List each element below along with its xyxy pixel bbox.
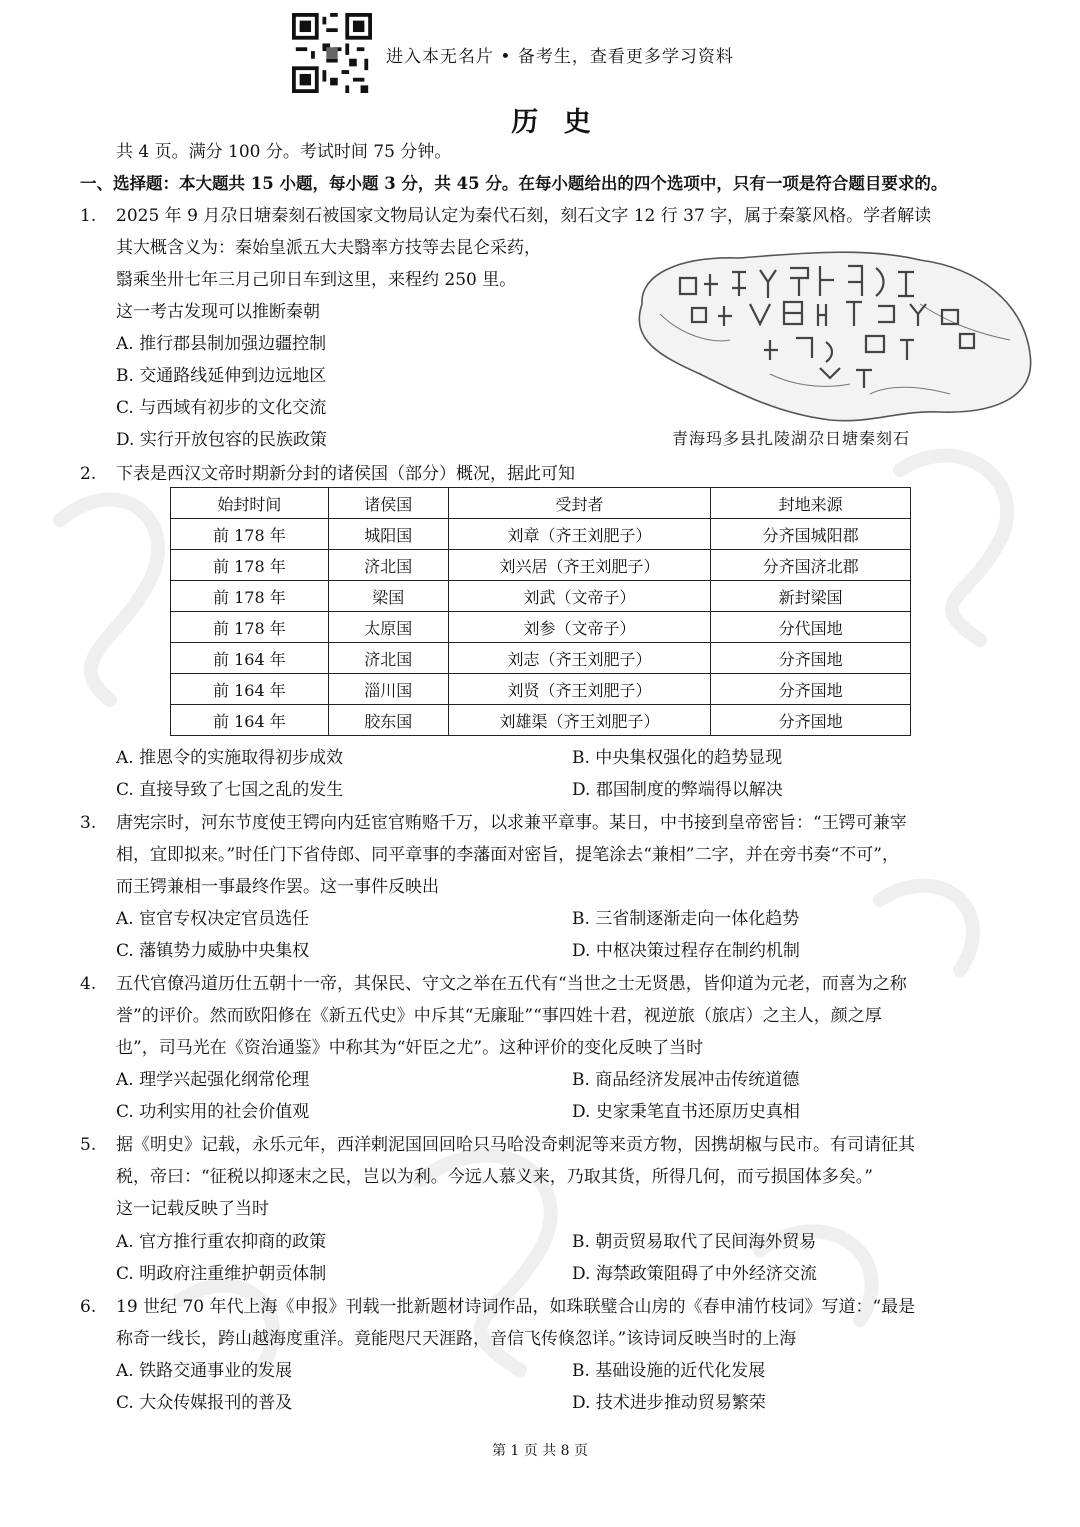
table-header: 诸侯国 <box>328 488 448 519</box>
table-cell: 前 178 年 <box>171 612 329 643</box>
q1-number: 1. <box>80 206 97 226</box>
q3-stem-line3: 而王锷兼相一事最终作罢。这一事件反映出 <box>116 877 439 897</box>
q5-option-a: A. 官方推行重农抑商的政策 <box>116 1232 327 1252</box>
section-heading: 一、选择题：本大题共 15 小题，每小题 3 分，共 45 分。在每小题给出的四个选项中，只有一项是符合题目要求的。 <box>80 174 948 193</box>
q2-option-c: C. 直接导致了七国之乱的发生 <box>116 780 344 800</box>
table-row <box>171 674 911 705</box>
q1-option-a: A. 推行郡县制加强边疆控制 <box>116 334 327 354</box>
q3-option-d: D. 中枢决策过程存在制约机制 <box>572 941 800 961</box>
page-footer: 第 1 页 共 8 页 <box>491 1443 589 1459</box>
q4-stem-line2: 誉”的评价。然而欧阳修在《新五代史》中斥其“无廉耻”“事四姓十君，视逆旅（旅店）之主人，颜之厚 <box>116 1006 882 1026</box>
table-cell: 前 178 年 <box>171 581 329 612</box>
q4-number: 4. <box>80 974 97 994</box>
table-cell: 淄川国 <box>328 674 448 705</box>
promo-banner-text: 进入本无名片 • 备考生，查看更多学习资料 <box>386 47 734 67</box>
q1-option-c: C. 与西域有初步的文化交流 <box>116 398 327 418</box>
q4-option-c: C. 功利实用的社会价值观 <box>116 1102 310 1122</box>
q2-option-b: B. 中央集权强化的趋势显现 <box>572 748 783 768</box>
q1-stem-line4: 这一考古发现可以推断秦朝 <box>116 302 320 322</box>
page-title: 历 史 <box>511 107 599 138</box>
q6-number: 6. <box>80 1297 97 1317</box>
q6-option-b: B. 基础设施的近代化发展 <box>572 1361 766 1381</box>
table-cell: 梁国 <box>328 581 448 612</box>
q5-option-b: B. 朝贡贸易取代了民间海外贸易 <box>572 1232 817 1252</box>
q1-stem-line3: 翳乘坐卅七年三月己卯日车到这里，来程约 250 里。 <box>116 270 517 290</box>
q3-option-c: C. 藩镇势力威胁中央集权 <box>116 941 310 961</box>
table-cell: 济北国 <box>328 643 448 674</box>
q6-stem-line2: 称奇一线长，跨山越海度重洋。竟能咫尺天涯路，音信飞传倏忽详。”该诗词反映当时的上海 <box>116 1329 797 1349</box>
q5-number: 5. <box>80 1135 97 1155</box>
q6-option-d: D. 技术进步推动贸易繁荣 <box>572 1393 766 1413</box>
fiefdom-table <box>170 487 911 736</box>
q1-stem-line2: 其大概含义为：秦始皇派五大夫翳率方技等去昆仑采药， <box>116 238 541 258</box>
q2-option-d: D. 郡国制度的弊端得以解决 <box>572 780 783 800</box>
q3-number: 3. <box>80 813 97 833</box>
table-cell: 前 164 年 <box>171 643 329 674</box>
table-row <box>171 705 911 736</box>
table-cell: 分代国地 <box>711 612 911 643</box>
qr-code-image <box>292 13 372 93</box>
table-row <box>171 550 911 581</box>
table-cell: 新封梁国 <box>711 581 911 612</box>
q1-option-b: B. 交通路线延伸到边远地区 <box>116 366 327 386</box>
q4-option-a: A. 理学兴起强化纲常伦理 <box>116 1070 310 1090</box>
q6-option-c: C. 大众传媒报刊的普及 <box>116 1393 293 1413</box>
q4-option-b: B. 商品经济发展冲击传统道德 <box>572 1070 800 1090</box>
q3-option-b: B. 三省制逐渐走向一体化趋势 <box>572 909 800 929</box>
image-caption: 青海玛多县扎陵湖尕日塘秦刻石 <box>672 429 911 448</box>
table-cell: 前 178 年 <box>171 519 329 550</box>
q3-stem-line2: 相，宜即拟来。”时任门下省侍郎、同平章事的李藩面对密旨，提笔涂去“兼相”二字，并在旁书奏“不可”， <box>116 845 899 865</box>
table-header: 受封者 <box>448 488 711 519</box>
table-cell: 胶东国 <box>328 705 448 736</box>
q5-option-d: D. 海禁政策阻碍了中外经济交流 <box>572 1264 817 1284</box>
table-cell: 刘兴居（齐王刘肥子） <box>448 550 711 581</box>
table-cell: 刘武（文帝子） <box>448 581 711 612</box>
table-cell: 刘志（齐王刘肥子） <box>448 643 711 674</box>
q2-number: 2. <box>80 464 97 484</box>
q3-option-a: A. 宦官专权决定官员选任 <box>116 909 310 929</box>
q3-stem-line1: 唐宪宗时，河东节度使王锷向内廷宦官贿赂千万，以求兼平章事。某日，中书接到皇帝密旨：“王锷可兼宰 <box>116 813 907 833</box>
table-cell: 太原国 <box>328 612 448 643</box>
q5-stem-line3: 这一记载反映了当时 <box>116 1199 269 1219</box>
q1-option-d: D. 实行开放包容的民族政策 <box>116 430 327 450</box>
table-row <box>171 519 911 550</box>
q2-option-a: A. 推恩令的实施取得初步成效 <box>116 748 344 768</box>
q2-stem: 下表是西汉文帝时期新分封的诸侯国（部分）概况，据此可知 <box>116 464 575 484</box>
table-cell: 分齐国地 <box>711 643 911 674</box>
table-cell: 城阳国 <box>328 519 448 550</box>
table-cell: 济北国 <box>328 550 448 581</box>
table-row <box>171 612 911 643</box>
table-cell: 刘章（齐王刘肥子） <box>448 519 711 550</box>
table-header: 封地来源 <box>711 488 911 519</box>
table-cell: 刘雄渠（齐王刘肥子） <box>448 705 711 736</box>
q5-option-c: C. 明政府注重维护朝贡体制 <box>116 1264 327 1284</box>
table-cell: 前 178 年 <box>171 550 329 581</box>
table-header: 始封时间 <box>171 488 329 519</box>
exam-intro: 共 4 页。满分 100 分。考试时间 75 分钟。 <box>116 142 452 162</box>
table-row <box>171 581 911 612</box>
q6-stem-line1: 19 世纪 70 年代上海《申报》刊载一批新题材诗词作品，如珠联璧合山房的《春申浦竹枝词》写道：“最是 <box>116 1297 916 1317</box>
q5-stem-line1: 据《明史》记载，永乐元年，西洋剌泥国回回哈只马哈没奇剌泥等来贡方物，因携胡椒与民市。有司请征其 <box>116 1135 915 1155</box>
table-cell: 前 164 年 <box>171 674 329 705</box>
table-cell: 分齐国城阳郡 <box>711 519 911 550</box>
q5-stem-line2: 税，帝曰：“征税以抑逐末之民，岂以为利。今远人慕义来，乃取其货，所得几何，而亏损国体多矣。” <box>116 1167 873 1187</box>
table-cell: 分齐国济北郡 <box>711 550 911 581</box>
q6-option-a: A. 铁路交通事业的发展 <box>116 1361 293 1381</box>
table-cell: 前 164 年 <box>171 705 329 736</box>
table-header-row <box>171 488 911 519</box>
table-cell: 刘贤（齐王刘肥子） <box>448 674 711 705</box>
q4-stem-line1: 五代官僚冯道历仕五朝十一帝，其保民、守文之举在五代有“当世之士无贤愚，皆仰道为元老，而喜为之称 <box>116 974 907 994</box>
table-row <box>171 643 911 674</box>
q4-stem-line3: 也”，司马光在《资治通鉴》中称其为“奸臣之尤”。这种评价的变化反映了当时 <box>116 1038 704 1058</box>
table-cell: 刘参（文帝子） <box>448 612 711 643</box>
table-cell: 分齐国地 <box>711 705 911 736</box>
q4-option-d: D. 史家秉笔直书还原历史真相 <box>572 1102 800 1122</box>
q1-stem-line1: 2025 年 9 月尕日塘秦刻石被国家文物局认定为秦代石刻，刻石文字 12 行 37 字，属于秦篆风格。学者解读 <box>116 206 932 226</box>
table-cell: 分齐国地 <box>711 674 911 705</box>
stone-carving-image <box>620 244 1040 438</box>
